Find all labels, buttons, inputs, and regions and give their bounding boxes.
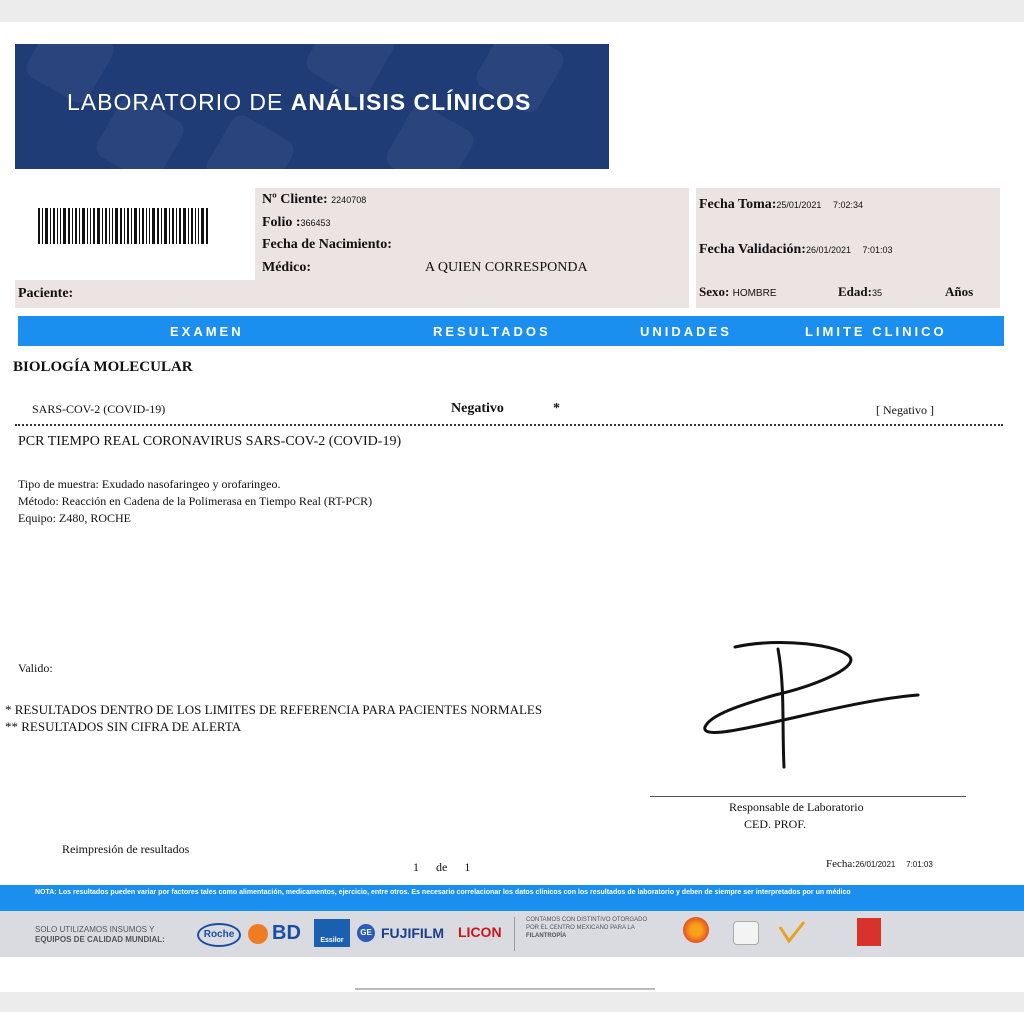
bottom-scroll-indicator bbox=[355, 988, 655, 990]
lab-name-light: LABORATORIO DE bbox=[67, 89, 284, 115]
patient-label: Paciente: bbox=[18, 286, 74, 301]
licon-logo: LICON bbox=[458, 924, 502, 940]
edad bbox=[838, 284, 882, 300]
signature-line bbox=[650, 796, 966, 797]
valido-label: Valido: bbox=[18, 661, 53, 675]
col-results: RESULTADOS bbox=[433, 324, 551, 339]
signature-image bbox=[690, 627, 930, 777]
sexo-value: HOMBRE bbox=[732, 288, 777, 299]
distintivo-line-2: POR EL CENTRO MEXICANO PARA LA bbox=[526, 925, 635, 931]
page-indicator bbox=[413, 860, 470, 875]
test-reference: [ Negativo ] bbox=[876, 403, 934, 417]
filantropia-logo bbox=[683, 917, 709, 943]
quality-logos-bar bbox=[0, 911, 1024, 957]
section-title: BIOLOGÍA MOLECULAR bbox=[13, 359, 193, 375]
bd-logo: BD bbox=[272, 922, 301, 944]
essilor-logo: Essilor bbox=[314, 919, 350, 947]
fecha-toma bbox=[699, 197, 863, 213]
logos-divider bbox=[514, 917, 515, 951]
folio-value: 366453 bbox=[300, 218, 331, 228]
page-current: 1 bbox=[413, 860, 419, 874]
certification-logo bbox=[733, 921, 759, 945]
print-date-label: Fecha: bbox=[826, 858, 856, 870]
reprint-label: Reimpresión de resultados bbox=[62, 842, 190, 856]
print-date-value: 26/01/2021 bbox=[855, 860, 896, 869]
method-title: PCR TIEMPO REAL CORONAVIRUS SARS-COV-2 (COVID-19) bbox=[18, 434, 402, 449]
lab-name-bold: ANÁLISIS CLÍNICOS bbox=[290, 89, 532, 115]
fujifilm-logo: FUJIFILM bbox=[381, 925, 444, 941]
fecha-validacion-label: Fecha Validación: bbox=[699, 242, 806, 257]
doctor-value: A QUIEN CORRESPONDA bbox=[425, 260, 588, 275]
disclaimer-text: NOTA: Los resultados pueden variar por factores tales como alimentación, medicamentos, ejercicio, entre otros. Es necesario correlacionar los datos clínicos con los resultados de laboratorio y deben de siempre ser interpretados por un médico bbox=[35, 889, 851, 896]
banner-pattern bbox=[202, 111, 298, 169]
bd-logo-icon bbox=[248, 924, 268, 944]
method-description: Método: Reacción en Cadena de la Polimerasa en Tiempo Real (RT-PCR) bbox=[18, 494, 373, 508]
col-exam: EXAMEN bbox=[170, 324, 244, 339]
fecha-validacion-date: 26/01/2021 bbox=[805, 245, 852, 255]
note-normal-limits: * RESULTADOS DENTRO DE LOS LIMITES DE REFERENCIA PARA PACIENTES NORMALES bbox=[5, 702, 543, 717]
lab-banner bbox=[15, 44, 609, 169]
fecha-toma-label: Fecha Toma: bbox=[699, 197, 777, 212]
quality-check-logo bbox=[777, 919, 807, 945]
disclaimer-bar bbox=[0, 885, 1024, 911]
roche-logo: Roche bbox=[197, 923, 241, 947]
results-table-header bbox=[18, 316, 1004, 346]
page-of: de bbox=[436, 860, 448, 874]
distintivo-line-1: CONTAMOS CON DISTINTIVO OTORGADO bbox=[526, 917, 648, 923]
client-number bbox=[262, 192, 366, 208]
col-units: UNIDADES bbox=[640, 324, 732, 339]
doctor-label: Médico: bbox=[262, 260, 311, 275]
lab-report-sheet bbox=[0, 22, 1024, 992]
test-result: Negativo bbox=[451, 401, 504, 416]
supplies-line-1: SOLO UTILIZAMOS INSUMOS Y bbox=[35, 925, 155, 934]
print-date bbox=[826, 858, 933, 870]
dotted-separator bbox=[15, 424, 1003, 426]
edad-label: Edad: bbox=[838, 284, 872, 299]
sexo-label: Sexo: bbox=[699, 284, 730, 299]
page-total: 1 bbox=[464, 860, 471, 874]
anos-label: Años bbox=[945, 284, 974, 299]
fecha-toma-time: 7:02:34 bbox=[832, 200, 863, 210]
col-limit: LIMITE CLINICO bbox=[805, 324, 947, 339]
equipment: Equipo: Z480, ROCHE bbox=[18, 511, 131, 525]
edad-value: 35 bbox=[871, 288, 882, 298]
fecha-validacion bbox=[699, 242, 893, 258]
supplies-line-2: EQUIPOS DE CALIDAD MUNDIAL: bbox=[35, 935, 165, 944]
sample-type: Tipo de muestra: Exudado nasofaringeo y orofaringeo. bbox=[18, 477, 281, 491]
note-no-alert: ** RESULTADOS SIN CIFRA DE ALERTA bbox=[5, 719, 242, 734]
client-number-label: Nº Cliente: bbox=[262, 192, 328, 207]
folio-label: Folio : bbox=[262, 215, 301, 230]
signature-ced: CED. PROF. bbox=[744, 817, 807, 831]
distintivo-line-3: FILANTROPÍA bbox=[526, 933, 567, 939]
print-time-value: 7:01:03 bbox=[906, 860, 933, 869]
client-number-value: 2240708 bbox=[331, 195, 367, 205]
test-name: SARS-COV-2 (COVID-19) bbox=[32, 402, 166, 416]
fecha-validacion-time: 7:01:03 bbox=[862, 245, 893, 255]
barcode bbox=[38, 208, 236, 244]
fecha-toma-date: 25/01/2021 bbox=[776, 200, 822, 210]
ge-logo: GE bbox=[357, 924, 375, 942]
dob-label: Fecha de Nacimiento: bbox=[262, 237, 392, 252]
lab-name bbox=[67, 89, 531, 116]
folio bbox=[262, 215, 331, 231]
signature-role: Responsable de Laboratorio bbox=[729, 800, 864, 814]
great-place-logo bbox=[857, 918, 881, 946]
test-result-mark: * bbox=[553, 401, 560, 416]
sexo bbox=[699, 284, 777, 300]
